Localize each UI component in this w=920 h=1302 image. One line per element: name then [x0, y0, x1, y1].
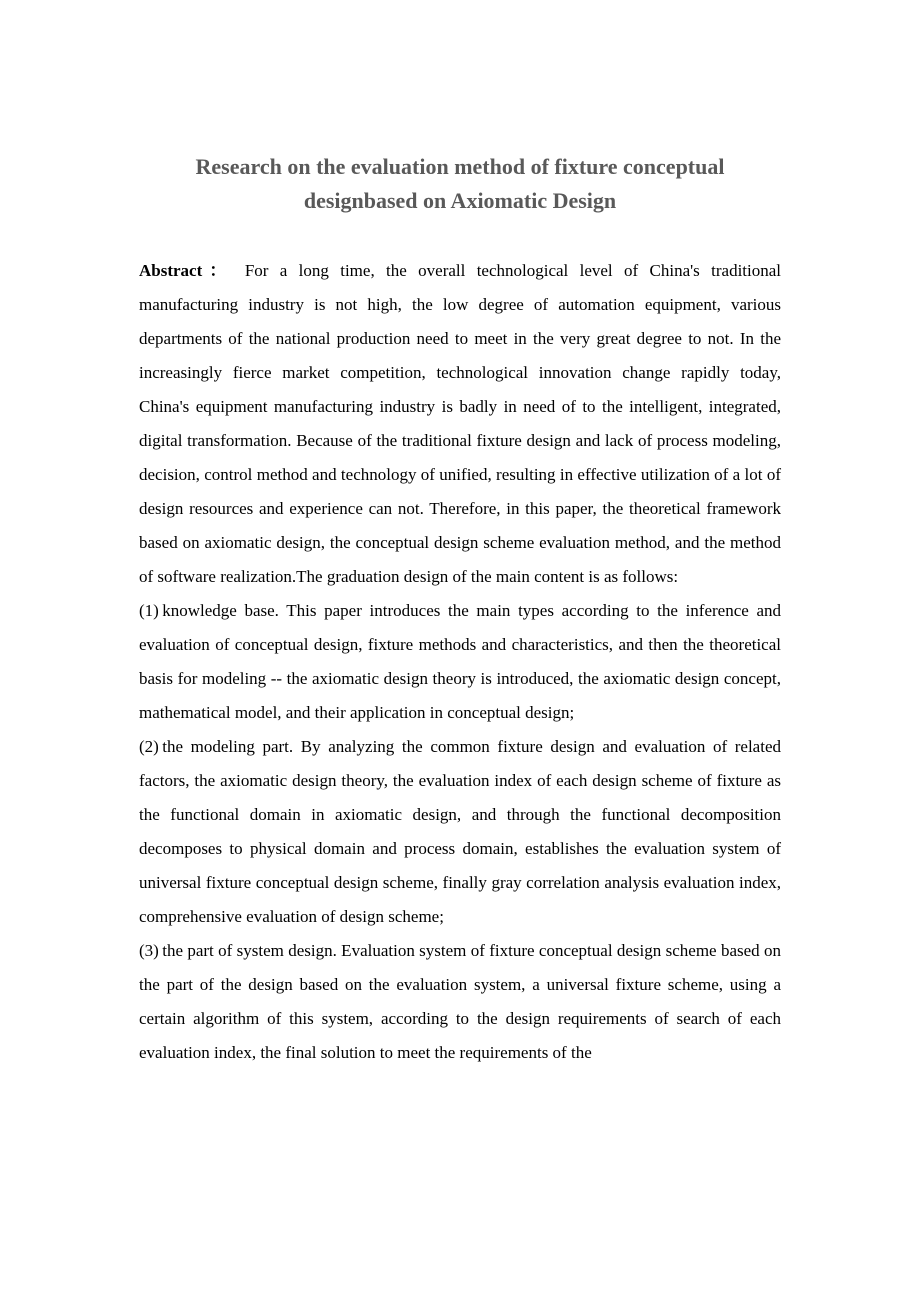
abstract-paragraph: [139, 254, 781, 594]
paper-title: [139, 150, 781, 218]
abstract-label: Abstract：: [139, 261, 234, 280]
content-item-2: (2) the modeling part. By analyzing the common fixture design and evaluation of related factors, the axiomatic design theory, the evaluation index of each design scheme of fixture as the functional domain in axiomatic design, and through the functional decomposition decomposes to physical domain and process domain, establishes the evaluation system of universal fixture conceptual design scheme, finally gray correlation analysis evaluation index, comprehensive evaluation of design scheme;: [139, 737, 781, 926]
paper-title-line-2: designbased on Axiomatic Design: [303, 188, 617, 213]
abstract-text: For a long time, the overall technological level of China's traditional manufacturing industry is not high, the low degree of automation equipment, various departments of the national production need to meet in the very great degree to not. In the increasingly fierce market competition, technological innovation change rapidly today, China's equipment manufacturing industry is badly in need of to the intelligent, integrated, digital transformation. Because of the traditional fixture design and lack of process modeling, decision, control method and technology of unified, resulting in effective utilization of a lot of design resources and experience can not. Therefore, in this paper, the theoretical framework based on axiomatic design, the conceptual design scheme evaluation method, and the method of software realization.The graduation design of the main content is as follows:: [139, 261, 782, 586]
paper-title-line-1: Research on the evaluation method of fixture conceptual: [195, 154, 725, 179]
content-item-3: (3) the part of system design. Evaluation system of fixture conceptual design scheme based on the part of the design based on the evaluation system, a universal fixture scheme, using a certain algorithm of this system, according to the design requirements of search of each evaluation index, the final solution to meet the requirements of the: [139, 941, 781, 1062]
abstract-body: [139, 254, 781, 1070]
content-item-1: (1) knowledge base. This paper introduces the main types according to the inference and evaluation of conceptual design, fixture methods and characteristics, and then the theoretical basis for modeling -- the axiomatic design theory is introduced, the axiomatic design concept, mathematical model, and their application in conceptual design;: [139, 601, 781, 722]
